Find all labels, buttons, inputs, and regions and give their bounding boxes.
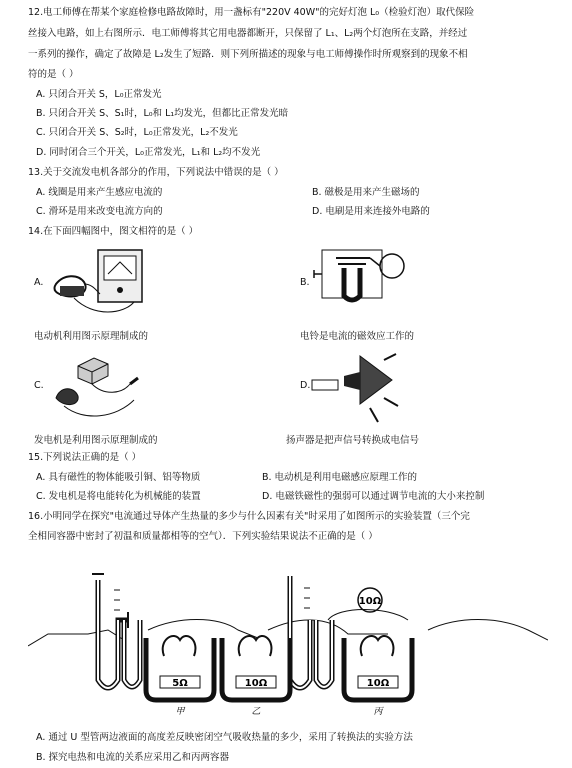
q15-option-b: B. 电动机是利用电磁感应原理工作的 xyxy=(262,472,418,483)
resistor-label-10ohm-external: 10Ω xyxy=(358,596,382,607)
loudspeaker-illustration xyxy=(300,350,420,428)
q16-apparatus-figure xyxy=(28,560,548,720)
q14-figure-a-caption: 电动机利用图示原理制成的 xyxy=(34,331,149,342)
container-label-yi: 乙 xyxy=(251,707,261,717)
q12-stem-line-3: 一系列的操作，确定了故障是 L₂发生了短路．则下列所描述的现象与电工师傅操作时所观察到的现象不相 xyxy=(28,49,468,60)
q13-option-a: A. 线圈是用来产生感应电流的 xyxy=(36,187,163,198)
q12-stem-line-1: 12.电工师傅在帮某个家庭检修电路故障时，用一盏标有"220V 40W"的完好灯泡 L₀（检验灯泡）取代保险 xyxy=(28,7,475,18)
q14-figure-c-caption: 发电机是利用图示原理制成的 xyxy=(34,435,158,446)
q16-stem-line-1: 16.小明同学在探究"电流通过导体产生热量的多少与什么因素有关"时采用了如图所示的实验装置（三个完 xyxy=(28,511,470,522)
q14-figure-a-label: A. xyxy=(34,277,44,288)
q14-figure-d-caption: 扬声器是把声信号转换成电信号 xyxy=(286,435,420,446)
q16-option-b: B. 探究电热和电流的关系应采用乙和丙两容器 xyxy=(36,752,230,763)
q14-figure-d-label: D. xyxy=(300,380,311,391)
motor-apparatus-illustration xyxy=(34,244,154,324)
q13-stem: 13.关于交流发电机各部分的作用，下列说法中错误的是（ ） xyxy=(28,167,284,178)
q15-option-a: A. 具有磁性的物体能吸引铜、铝等物质 xyxy=(36,472,201,483)
q12-option-a: A. 只闭合开关 S，L₀正常发光 xyxy=(36,89,162,100)
q15-option-d: D. 电磁铁磁性的强弱可以通过调节电流的大小来控制 xyxy=(262,491,485,502)
q15-option-c: C. 发电机是将电能转化为机械能的装置 xyxy=(36,491,201,502)
q12-option-b: B. 只闭合开关 S、S₁时，L₀和 L₁均发光，但都比正常发光暗 xyxy=(36,108,289,119)
q14-figure-b-caption: 电铃是电流的磁效应工作的 xyxy=(300,331,415,342)
q13-option-b: B. 磁极是用来产生磁场的 xyxy=(312,187,420,198)
q12-option-d: D. 同时闭合三个开关，L₀正常发光，L₁和 L₂均不发光 xyxy=(36,147,261,158)
q14-figure-d xyxy=(300,350,420,428)
q12-stem-line-4: 符的是（ ） xyxy=(28,69,79,80)
q14-figure-b xyxy=(300,244,420,324)
q16-option-a: A. 通过 U 型管两边液面的高度差反映密闭空气吸收热量的多少，采用了转换法的实验方法 xyxy=(36,732,413,743)
q13-option-c: C. 滑环是用来改变电流方向的 xyxy=(36,206,163,217)
container-label-jia: 甲 xyxy=(175,707,185,717)
joule-heating-apparatus xyxy=(28,560,548,720)
q13-option-d: D. 电刷是用来连接外电路的 xyxy=(312,206,430,217)
q12-stem-line-2: 丝接入电路，如上右图所示．电工师傅将其它用电器都断开，只保留了 L₁、L₂两个灯泡所在支路，并经过 xyxy=(28,28,468,39)
q14-figure-c-label: C. xyxy=(34,380,44,391)
q15-stem: 15.下列说法正确的是（ ） xyxy=(28,452,142,463)
generator-illustration xyxy=(34,350,154,428)
resistor-label-10ohm-c: 10Ω xyxy=(366,678,390,689)
resistor-label-5ohm: 5Ω xyxy=(172,678,188,689)
q14-stem: 14.在下面四幅图中，图文相符的是（ ） xyxy=(28,226,199,237)
q12-option-c: C. 只闭合开关 S、S₂时，L₀正常发光，L₂不发光 xyxy=(36,127,238,138)
resistor-label-10ohm-b: 10Ω xyxy=(244,678,268,689)
q14-figure-c xyxy=(34,350,154,428)
q16-stem-line-2: 全相同容器中密封了初温和质量都相等的空气）．下列实验结果说法不正确的是（ ） xyxy=(28,531,378,542)
q14-figure-a xyxy=(34,244,154,324)
electric-bell-illustration xyxy=(300,244,420,324)
q14-figure-b-label: B. xyxy=(300,277,310,288)
container-label-bing: 丙 xyxy=(373,707,383,717)
